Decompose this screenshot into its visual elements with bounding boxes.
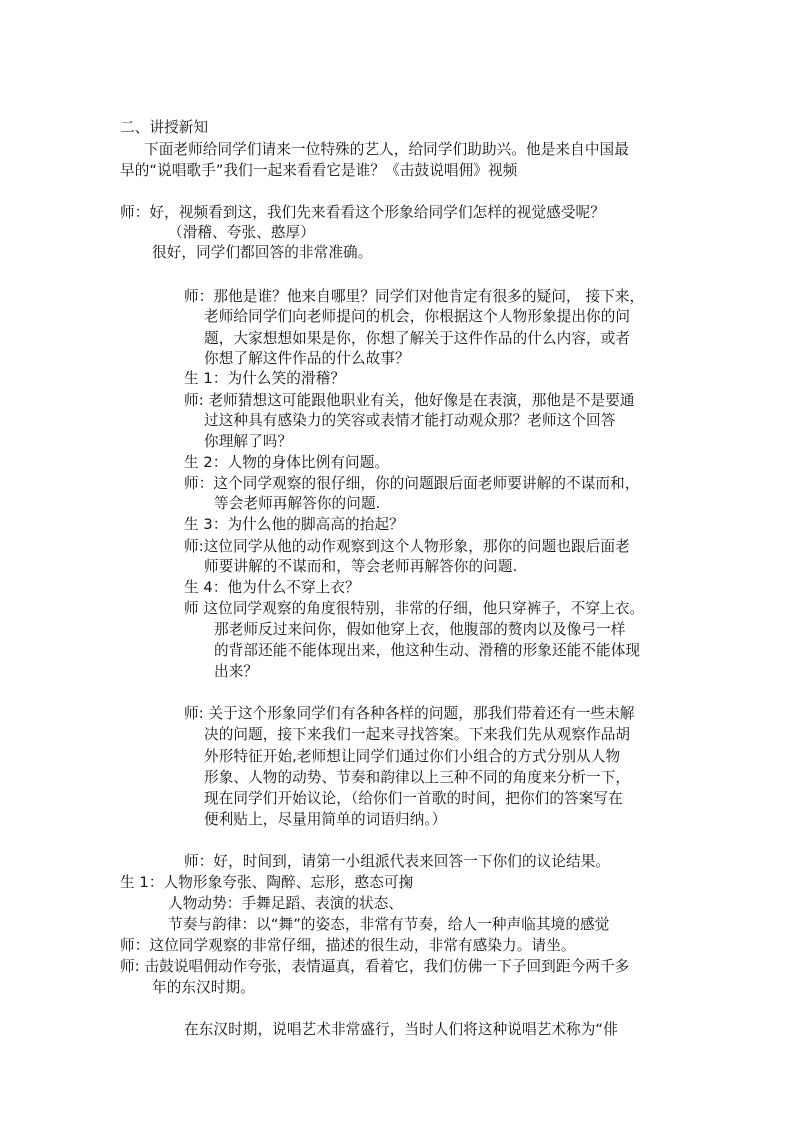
teacher-line: 师: 击鼓说唱佣动作夸张，表情逼真，看着它，我们仿佛一下子回到距今两千多 — [120, 958, 630, 975]
student-line: 生 1：人物形象夸张、陶醉、忘形，憨态可掬 — [120, 874, 414, 891]
teacher-line: 你理解了吗？ — [204, 433, 293, 450]
student-line: 生 3：为什么他的脚高高的抬起？ — [184, 516, 404, 533]
teacher-line: 老师给同学们向老师提问的机会，你根据这个人物形象提出你的问 — [204, 308, 631, 325]
teacher-line: 师：好，视频看到这，我们先来看看这个形象给同学们怎样的视觉感受呢？ — [120, 204, 605, 221]
student-line: 节奏与韵律：以“舞”的姿态，非常有节奏，给人一种声临其境的感觉 — [168, 916, 610, 933]
teacher-line: 出来？ — [214, 663, 259, 680]
student-line: 生 4：他为什么不穿上衣？ — [184, 579, 360, 596]
teacher-line: 师 这位同学观察的角度很特别，非常的仔细，他只穿裤子，不穿上衣。 — [184, 600, 645, 617]
student-line: 生 2：人物的身体比例有问题。 — [184, 454, 390, 471]
teacher-line: 形象、人物的动势、节奏和韵律以上三种不同的角度来分析一下， — [204, 769, 631, 786]
section-heading: 二、讲授新知 — [120, 119, 209, 136]
student-line: 人物动势：手舞足蹈、表演的状态、 — [168, 895, 404, 912]
answer-line: （滑稽、夸张、憨厚） — [168, 224, 315, 241]
intro-paragraph-line: 早的“说唱歌手”我们一起来看看它是谁？《击鼓说唱佣》视频 — [120, 162, 518, 179]
teacher-line: 师：好，时间到，请第一小组派代表来回答一下你们的议论结果。 — [184, 853, 611, 870]
teacher-line: 题，大家想想如果是你，你想了解关于这件作品的什么内容，或者 — [204, 330, 631, 347]
teacher-line: 的背部还能不能体现出来，他这种生动、滑稽的形象还能不能体现 — [214, 642, 641, 659]
teacher-line: 过这种具有感染力的笑容或表情才能打动观众那？老师这个回答 — [204, 412, 616, 429]
body-paragraph-line: 在东汉时期，说唱艺术非常盛行，当时人们将这种说唱艺术称为“俳 — [184, 1021, 618, 1038]
teacher-line: 现在同学们开始议论，（给你们一首歌的时间，把你们的答案写在 — [204, 790, 623, 807]
teacher-line: 师：那他是谁？他来自哪里？同学们对他肯定有很多的疑问， 接下来， — [184, 288, 645, 305]
teacher-line: 师: 关于这个形象同学们有各种各样的问题，那我们带着还有一些未解 — [184, 705, 635, 722]
teacher-line: 决的问题，接下来我们一起来寻找答案。下来我们先从观察作品胡 — [204, 726, 631, 743]
teacher-line: 等会老师再解答你的问题. — [214, 495, 381, 512]
intro-paragraph-line: 下面老师给同学们请来一位特殊的艺人，给同学们助助兴。他是来自中国最 — [144, 141, 629, 158]
teacher-line: 年的东汉时期。 — [152, 979, 255, 996]
teacher-line: 外形特征开始,老师想让同学们通过你们小组合的方式分别从人物 — [204, 748, 621, 765]
teacher-line: 师：这个同学观察的很仔细，你的问题跟后面老师要讲解的不谋而和， — [184, 475, 640, 492]
teacher-line: 那老师反过来问你，假如他穿上衣，他腹部的赘肉以及像弓一样 — [214, 621, 626, 638]
teacher-line: 你想了解这件作品的什么故事？ — [204, 350, 410, 367]
teacher-line: 师：这位同学观察的非常仔细，描述的很生动，非常有感染力。请坐。 — [120, 937, 576, 954]
teacher-line: 师要讲解的不谋而和，等会老师再解答你的问题. — [204, 558, 518, 575]
teacher-line: 很好，同学们都回答的非常准确。 — [152, 244, 373, 261]
teacher-line: 师: 老师猜想这可能跟他职业有关，他好像是在表演，那他是不是要通 — [184, 392, 635, 409]
teacher-line: 便利贴上，尽量用简单的词语归纳。） — [204, 811, 447, 828]
student-line: 生 1：为什么笑的滑稽？ — [184, 370, 346, 387]
teacher-line: 师:这位同学从他的动作观察到这个人物形象，那你的问题也跟后面老 — [184, 538, 630, 555]
